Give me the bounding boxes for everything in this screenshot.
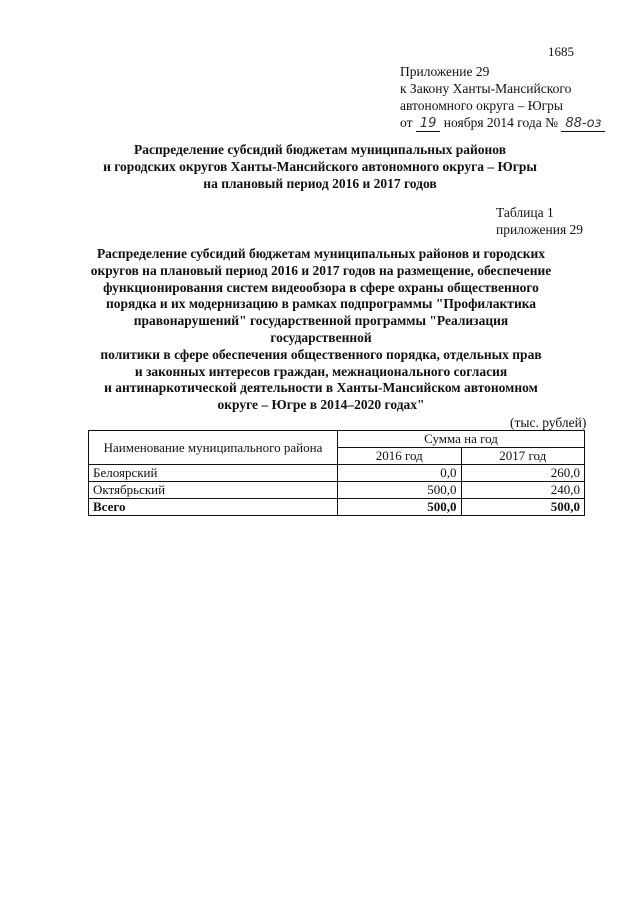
row-value-2016: 0,0 (338, 465, 462, 482)
table-row (89, 482, 585, 499)
row-value-2016: 500,0 (338, 482, 462, 499)
row-district-name: Белоярский (89, 465, 338, 482)
title-line: на плановый период 2016 и 2017 годов (203, 176, 437, 191)
table-title-line: политики в сфере обеспечения общественного порядка, отдельных прав (100, 346, 542, 362)
header-year-2016: 2016 год (338, 448, 462, 465)
table-title-line: и законных интересов граждан, межнационального согласия (134, 363, 508, 379)
handwritten-law-number: 88-оз (561, 117, 605, 132)
table-title-line: округе – Югре в 2014–2020 годах" (217, 397, 425, 413)
table-title-line: функционирования систем видеообзора в сфере охраны общественного (103, 279, 539, 295)
row-district-name: Октябрьский (89, 482, 338, 499)
table-header-row (89, 431, 585, 448)
document-title (70, 141, 570, 192)
header-sum-per-year: Сумма на год (338, 431, 585, 448)
table-title-line: правонарушений" государственной программы "Реализация государственной (133, 313, 509, 345)
table-title-line: Распределение субсидий бюджетам муниципальных районов и городских (96, 246, 546, 261)
title-line: и городских округов Ханты-Мансийского автономного округа – Югры (103, 159, 537, 174)
unit-label: (тыс. рублей) (510, 415, 587, 430)
table-title (88, 246, 554, 414)
row-value-2017: 240,0 (461, 482, 585, 499)
table-title-line: округов на плановый период 2016 и 2017 годов на размещение, обеспечение (90, 262, 552, 278)
table-ref-line: Таблица 1 (496, 205, 554, 220)
total-value-2017: 500,0 (461, 499, 585, 516)
table-reference (496, 204, 583, 238)
table-ref-line: приложения 29 (496, 222, 584, 237)
appendix-line: к Закону Ханты-Мансийского (400, 81, 572, 96)
appendix-line: Приложение 29 (400, 64, 490, 79)
date-middle: ноября 2014 года № (443, 115, 558, 130)
total-value-2016: 500,0 (338, 499, 462, 516)
table-title-line: и антинаркотической деятельности в Ханты-Мансийском автономном (104, 380, 538, 396)
total-label: Всего (89, 499, 338, 516)
table-total-row (89, 499, 585, 516)
date-prefix: от (400, 115, 413, 130)
appendix-reference (400, 63, 605, 132)
page-number: 1685 (548, 44, 574, 59)
header-year-2017: 2017 год (461, 448, 585, 465)
title-line: Распределение субсидий бюджетам муниципальных районов (133, 142, 507, 157)
header-district-name: Наименование муниципального района (89, 431, 338, 465)
table-title-line: порядка и их модернизацию в рамках подпрограммы "Профилактика (105, 296, 537, 312)
row-value-2017: 260,0 (461, 465, 585, 482)
appendix-line: автономного округа – Югры (400, 98, 563, 113)
subsidy-table (88, 430, 585, 516)
appendix-date-line (400, 114, 605, 132)
handwritten-day: 19 (416, 117, 441, 132)
table-row (89, 465, 585, 482)
